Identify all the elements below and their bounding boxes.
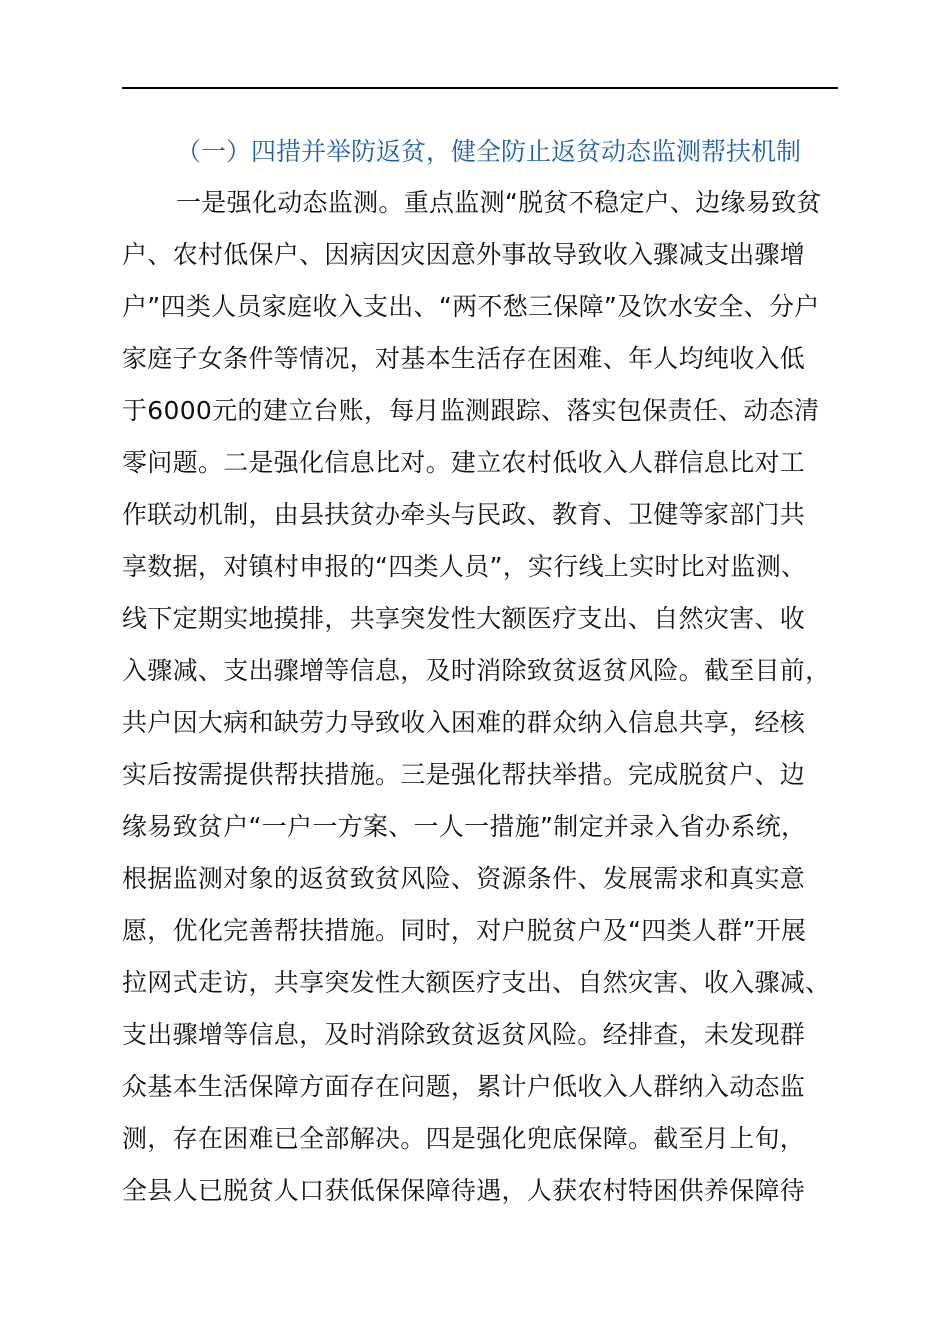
section-heading: （一）四措并举防返贫，健全防止返贫动态监测帮扶机制 bbox=[176, 137, 802, 166]
paragraph-line: 入骤减、支出骤增等信息，及时消除致贫返贫风险。截至目前， bbox=[122, 656, 831, 685]
paragraph-line: 支出骤增等信息，及时消除致贫返贫风险。经排查，未发现群 bbox=[122, 1020, 806, 1049]
paragraph-line: 享数据，对镇村申报的“四类人员”，实行线上实时比对监测、 bbox=[122, 552, 807, 581]
paragraph-line: 众基本生活保障方面存在问题，累计户低收入人群纳入动态监 bbox=[122, 1072, 806, 1101]
paragraph-line: 全县人已脱贫人口获低保保障待遇，人获农村特困供养保障待 bbox=[122, 1176, 806, 1205]
paragraph-line: 线下定期实地摸排，共享突发性大额医疗支出、自然灾害、收 bbox=[122, 604, 806, 633]
paragraph-line: 零问题。二是强化信息比对。建立农村低收入人群信息比对工 bbox=[122, 448, 806, 477]
paragraph-line: 根据监测对象的返贫致贫风险、资源条件、发展需求和真实意 bbox=[122, 864, 806, 893]
paragraph-line: 作联动机制，由县扶贫办牵头与民政、教育、卫健等家部门共 bbox=[122, 500, 806, 529]
paragraph-line: 于6000元的建立台账，每月监测跟踪、落实包保责任、动态清 bbox=[122, 396, 820, 425]
paragraph-line: 户、农村低保户、因病因灾因意外事故导致收入骤减支出骤增 bbox=[122, 240, 806, 269]
paragraph-line: 实后按需提供帮扶措施。三是强化帮扶举措。完成脱贫户、边 bbox=[122, 760, 806, 789]
paragraph-line: 一是强化动态监测。重点监测“脱贫不稳定户、边缘易致贫 bbox=[176, 188, 822, 217]
paragraph-line: 家庭子女条件等情况，对基本生活存在困难、年人均纯收入低 bbox=[122, 344, 806, 373]
paragraph-line: 测，存在困难已全部解决。四是强化兜底保障。截至月上旬， bbox=[122, 1124, 806, 1153]
paragraph-line: 共户因大病和缺劳力导致收入困难的群众纳入信息共享，经核 bbox=[122, 708, 806, 737]
paragraph-line: 缘易致贫户“一户一方案、一人一措施”制定并录入省办系统， bbox=[122, 812, 807, 841]
paragraph-line: 户”四类人员家庭收入支出、“两不愁三保障”及饮水安全、分户 bbox=[122, 292, 820, 321]
paragraph-line: 愿，优化完善帮扶措施。同时，对户脱贫户及“四类人群”开展 bbox=[122, 916, 807, 945]
header-rule bbox=[122, 87, 838, 89]
paragraph-line: 拉网式走访，共享突发性大额医疗支出、自然灾害、收入骤减、 bbox=[122, 968, 831, 997]
